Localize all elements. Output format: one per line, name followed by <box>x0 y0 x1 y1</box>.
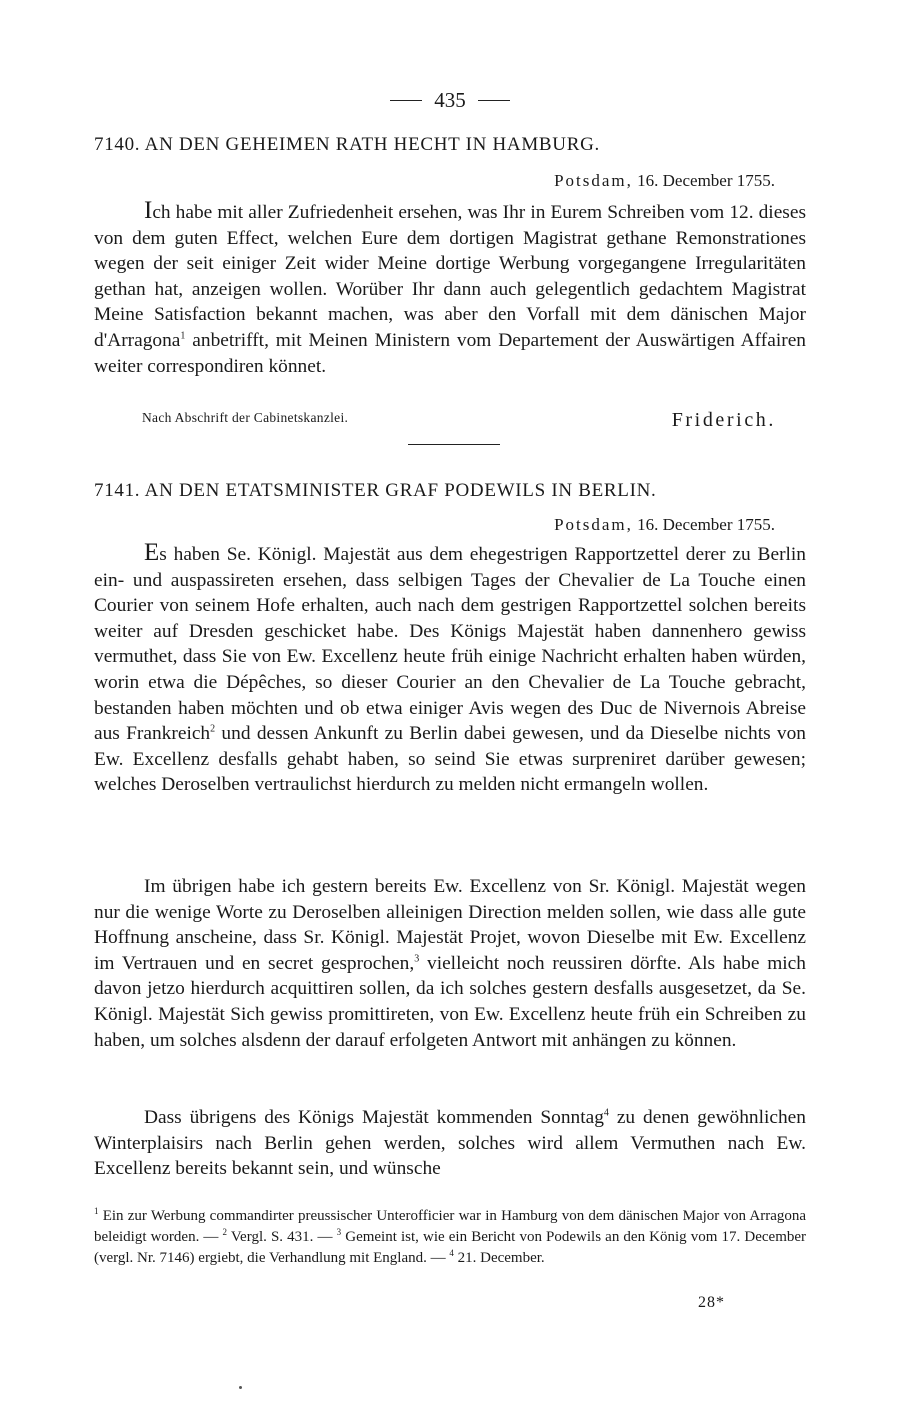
header-dash-left <box>390 100 422 101</box>
letter-paragraph <box>94 1105 806 1182</box>
footnote-text: 21. December. <box>457 1250 545 1266</box>
footnote-mark: 4 <box>449 1248 454 1258</box>
print-speck <box>239 1386 242 1389</box>
footnote-text: Vergl. S. 431. — <box>230 1229 333 1245</box>
letter-separator <box>408 444 500 445</box>
letter-paragraph <box>94 540 806 798</box>
letter-title: 7140. AN DEN GEHEIMEN RATH HECHT IN HAMBURG. <box>94 134 600 155</box>
footnote-ref: 3 <box>414 953 420 965</box>
page-number: 435 <box>434 88 466 112</box>
footnote-ref: 1 <box>180 330 186 342</box>
dateline <box>554 171 775 191</box>
letter-paragraph <box>94 198 806 379</box>
paragraph-text: vielleicht noch reussiren dörfte. Als habe mich davon jetzo hierdurch acquittiren sollen, da ich solches gestern desfalls ausgesetzet, da Se. Königl. Majestät Sich gewiss promittireten, von Ew. Excellenz heute früh ein Schreiben zu haben, um solches alsdenn der darauf erfolgeten Antwort mit anhängen zu können. <box>94 952 806 1051</box>
source-note: Nach Abschrift der Cabinetskanzlei. <box>142 410 349 425</box>
paragraph-text: und dessen Ankunft zu Berlin dabei gewesen, und da Dieselbe nichts von Ew. Excellenz desfalls gehabt haben, so seind Sie etwas surpreniret darüber gewesen; welches Deroselben vertraulichst hierdurch zu melden nicht ermangeln wollen. <box>94 723 807 796</box>
letter-paragraph <box>94 874 806 1053</box>
paragraph-text: anbetrifft, mit Meinen Ministern vom Departement der Auswärtigen Affairen weiter correspondiren könnet. <box>94 329 806 377</box>
footnote-text: Ein zur Werbung commandirter preussischer Unterofficier war in Hamburg von dem dänischen Major von Arragona beleidigt worden. — <box>94 1208 807 1245</box>
footnote-mark: 3 <box>336 1227 342 1237</box>
paragraph-text: Dass übrigens des Königs Majestät kommenden Sonntag <box>144 1107 604 1128</box>
dateline-date: 16. December 1755. <box>637 515 775 534</box>
footnote-ref: 2 <box>210 723 216 735</box>
sheet-signature-mark: 28* <box>698 1294 725 1311</box>
footnote-ref: 4 <box>603 1107 609 1119</box>
page-header <box>0 88 900 113</box>
footnote-text: Gemeint ist, wie ein Bericht von Podewils an den König vom 17. December (vergl. Nr. 7146) ergiebt, die Verhandlung mit England. — <box>94 1229 807 1266</box>
paragraph-text: zu denen gewöhnlichen Winterplaisirs nach Berlin gehen werden, solches wird allem Vermuthen nach Ew. Excellenz bereits bekannt sein, und wünsche <box>94 1107 806 1180</box>
dateline <box>554 515 775 535</box>
paragraph-text: ch habe mit aller Zufriedenheit ersehen, was Ihr in Eurem Schreiben vom 12. dieses von dem guten Effect, welchen Eure dem dortigen Magistrat gethane Remonstrationes wegen der seit einiger Zeit wider Meine dortige Werbung vorgegangene Irregularitäten gethan hat, anzeigen wollen. Worüber Ihr dann auch gelegentlich gedachtem Magistrat Meine Satisfaction bekannt machen, was aber den Vorfall mit dem dänischen Major d'Arragona <box>94 202 806 351</box>
header-dash-right <box>478 100 510 101</box>
footnote-mark: 2 <box>222 1227 228 1237</box>
signature: Friderich. <box>671 409 776 431</box>
letter-title: 7141. AN DEN ETATSMINISTER GRAF PODEWILS IN BERLIN. <box>94 480 657 501</box>
dateline-place: Potsdam, <box>554 171 633 190</box>
dateline-place: Potsdam, <box>554 515 633 534</box>
initial-letter: I <box>144 197 153 224</box>
paragraph-text: s haben Se. Königl. Majestät aus dem ehegestrigen Rapportzettel derer zu Berlin ein- und auspassireten ersehen, dass selbigen Tages der Chevalier de La Touche einen Courier von seinem Hofe erhalten, auch nach dem gestrigen Rapportzettel solchen bereits weiter auf Dresden geschicket habe. Des Königs Majestät haben dannenhero gewiss vermuthet, dass Sie von Ew. Excellenz heute früh einige Nachricht erhalten haben würden, worin etwa die Dépêches, so dieser Courier an den Chevalier de La Touche gebracht, bestanden haben möchten und ob etwa einiger Avis wegen des Duc de Nivernois Abreise aus Frankreich <box>94 544 806 745</box>
paragraph-text: Im übrigen habe ich gestern bereits Ew. Excellenz von Sr. Königl. Majestät wegen nur die wenige Worte zu Deroselben alleinigen Direction melden sollen, wie dass alle gute Hoffnung anscheine, dass Sr. Königl. Majestät Projet, wovon Dieselbe mit Ew. Excellenz im Vertrauen und en secret gesprochen, <box>94 876 806 974</box>
dateline-date: 16. December 1755. <box>637 171 775 190</box>
footnote-mark: 1 <box>94 1206 99 1216</box>
initial-letter: E <box>144 539 160 566</box>
footnotes <box>94 1206 806 1269</box>
